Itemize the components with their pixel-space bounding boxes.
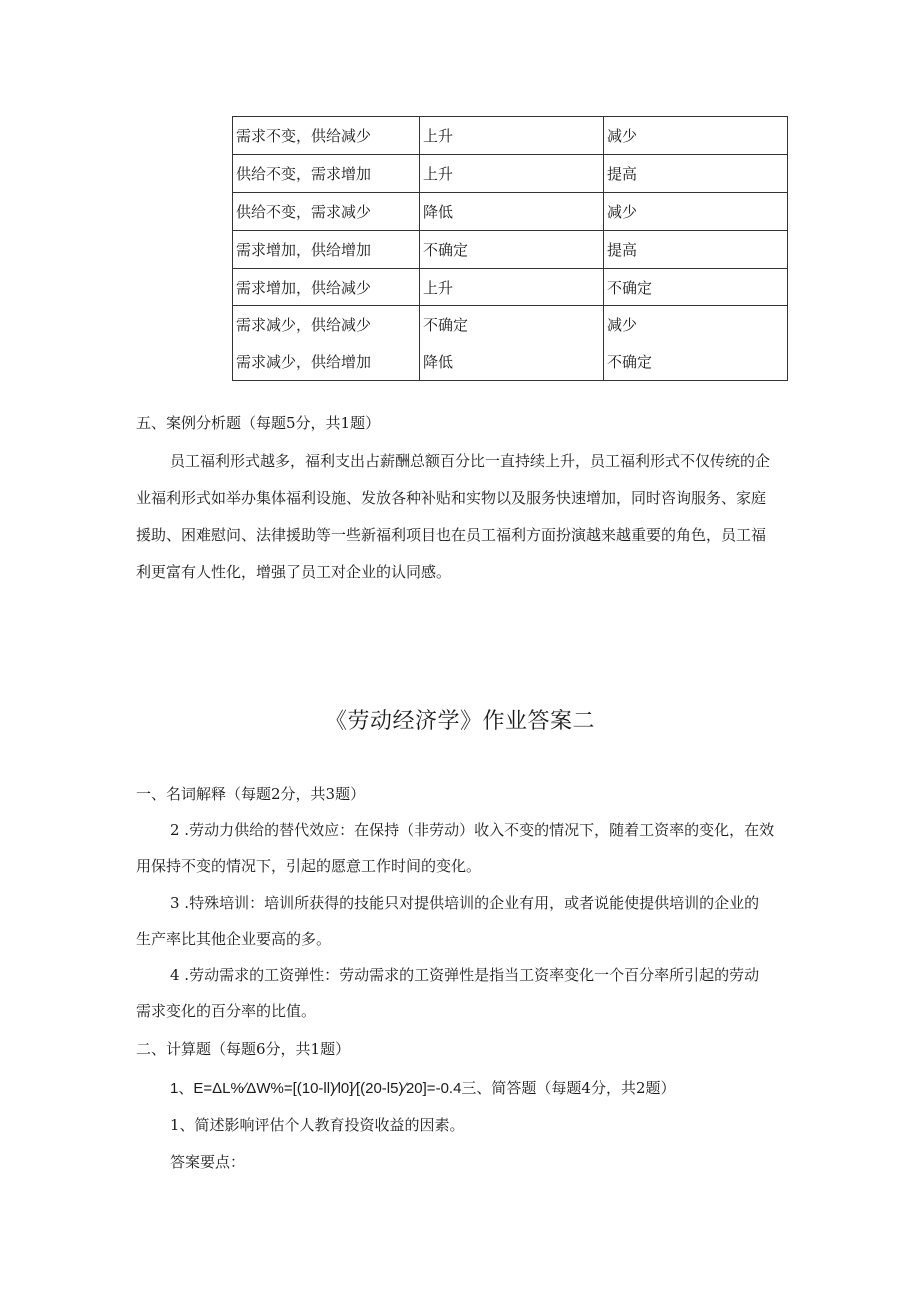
formula: 1、E=ΔL%∕ΔW%=[(10-ll)∕l0]∕[(20-l5)∕20]=-0.4 — [170, 1080, 462, 1097]
table-cell: 降低 — [420, 192, 604, 230]
section5-para-line: 员工福利形式越多，福利支出占薪酬总额百分比一直持续上升，员工福利形式不仅传统的企 — [170, 452, 771, 470]
table-row — [233, 117, 788, 155]
section5-para-line: 业福利形式如举办集体福利设施、发放各种补贴和实物以及服务快速增加，同时咨询服务、家庭 — [136, 489, 767, 507]
section5-para-line: 利更富有人性化，增强了员工对企业的认同感。 — [136, 563, 452, 581]
table-row — [233, 306, 788, 343]
comparison-table — [232, 116, 788, 381]
table-cell: 提高 — [604, 154, 788, 192]
calc-line — [170, 1078, 676, 1099]
table-cell: 需求减少，供给增加 — [233, 343, 420, 380]
table-row — [233, 268, 788, 306]
table-cell: 降低 — [420, 343, 604, 380]
table-cell: 减少 — [604, 192, 788, 230]
table-cell: 需求不变，供给减少 — [233, 117, 420, 155]
answer-label: 答案要点： — [170, 1153, 246, 1171]
table-row — [233, 192, 788, 230]
table-row — [233, 343, 788, 380]
table-cell: 需求减少，供给减少 — [233, 306, 420, 343]
section3-heading: 三、简答题（每题4分，共2题） — [461, 1079, 676, 1097]
table-cell: 上升 — [420, 117, 604, 155]
table-cell: 上升 — [420, 268, 604, 306]
document-title: 《劳动经济学》作业答案二 — [324, 709, 595, 734]
term-item-line: 需求变化的百分率的比值。 — [136, 1002, 317, 1020]
table-cell: 不确定 — [420, 306, 604, 343]
table-cell: 不确定 — [420, 230, 604, 268]
table-cell: 减少 — [604, 117, 788, 155]
section2-heading: 二、计算题（每题6分，共1题） — [136, 1040, 351, 1058]
table-cell: 提高 — [604, 230, 788, 268]
term-item-line: 4 .劳动需求的工资弹性：劳动需求的工资弹性是指当工资率变化一个百分率所引起的劳动 — [170, 966, 760, 984]
term-item-line: 2 .劳动力供给的替代效应：在保持（非劳动）收入不变的情况下，随着工资率的变化，在效 — [170, 821, 775, 839]
table-cell: 需求增加，供给减少 — [233, 268, 420, 306]
section5-heading: 五、案例分析题（每题5分，共1题） — [136, 414, 381, 432]
table-cell: 供给不变，需求增加 — [233, 154, 420, 192]
table-cell: 上升 — [420, 154, 604, 192]
term-item-line: 用保持不变的情况下，引起的愿意工作时间的变化。 — [136, 857, 482, 875]
table-cell: 供给不变，需求减少 — [233, 192, 420, 230]
section1-heading: 一、名词解释（每题2分，共3题） — [136, 785, 366, 803]
term-item-line: 生产率比其他企业要高的多。 — [136, 930, 332, 948]
table-cell: 不确定 — [604, 268, 788, 306]
table-cell: 需求增加，供给增加 — [233, 230, 420, 268]
table-row — [233, 230, 788, 268]
table-cell: 不确定 — [604, 343, 788, 380]
table-cell: 减少 — [604, 306, 788, 343]
question-1: 1、简述影响评估个人教育投资收益的因素。 — [170, 1116, 465, 1134]
term-item-line: 3 .特殊培训：培训所获得的技能只对提供培训的企业有用，或者说能使提供培训的企业的 — [170, 894, 760, 912]
table-row — [233, 154, 788, 192]
section5-para-line: 援助、困难慰问、法律援助等一些新福利项目也在员工福利方面扮演越来越重要的角色，员工福 — [136, 526, 767, 544]
